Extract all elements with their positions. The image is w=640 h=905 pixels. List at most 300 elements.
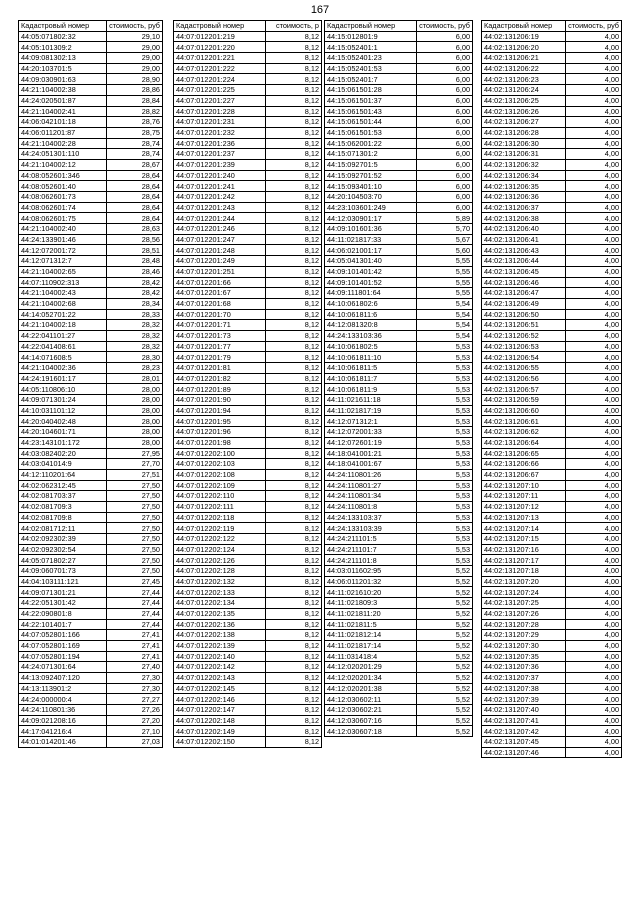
cadastral-number-cell: 44:03:041014:9 [19,459,107,470]
cost-cell: 8,12 [266,501,322,512]
cadastral-number-cell: 44:21:104002:12 [19,159,107,170]
table-header-row [19,21,163,32]
cost-cell: 5,52 [417,672,473,683]
cost-cell: 4,00 [566,480,622,491]
table-row [174,127,322,138]
cadastral-number-cell: 44:07:012201:225 [174,85,266,96]
cost-cell: 4,00 [566,245,622,256]
table-row [325,138,473,149]
table-row [174,213,322,224]
cadastral-number-cell: 44:05:041301:40 [325,256,417,267]
cadastral-number-cell: 44:10:061811:7 [325,373,417,384]
table-row [174,245,322,256]
cadastral-number-cell: 44:02:131206:34 [482,170,566,181]
table-row [482,662,622,673]
cost-cell: 4,00 [566,640,622,651]
table-row [174,566,322,577]
cadastral-number-cell: 44:02:131206:41 [482,234,566,245]
table-header-row [174,21,322,32]
cadastral-number-cell: 44:02:131206:32 [482,159,566,170]
table-row [19,192,163,203]
cadastral-number-cell: 44:07:012202:146 [174,694,266,705]
cost-cell: 28,63 [107,224,163,235]
table-row [482,202,622,213]
table-row [325,298,473,309]
cost-cell: 4,00 [566,363,622,374]
table-row [482,427,622,438]
cost-cell: 4,00 [566,437,622,448]
table-row [325,715,473,726]
cadastral-number-cell: 44:17:041216:4 [19,726,107,737]
cost-cell: 4,00 [566,31,622,42]
header-cost: стоимость, руб [417,21,473,32]
cost-cell: 4,00 [566,726,622,737]
cadastral-number-cell: 44:02:131206:30 [482,138,566,149]
cost-cell: 28,67 [107,159,163,170]
cost-cell: 5,52 [417,587,473,598]
cadastral-number-cell: 44:07:012201:249 [174,256,266,267]
cadastral-number-cell: 44:02:131206:60 [482,405,566,416]
cost-cell: 5,52 [417,566,473,577]
table-row [19,437,163,448]
table-row [19,352,163,363]
cost-cell: 4,00 [566,234,622,245]
table-row [482,53,622,64]
cadastral-number-cell: 44:07:012201:73 [174,330,266,341]
cadastral-number-cell: 44:07:012201:220 [174,42,266,53]
table-row [174,224,322,235]
cadastral-number-cell: 44:07:012201:66 [174,277,266,288]
cost-cell: 5,53 [417,480,473,491]
table-row [325,640,473,651]
table-row [19,405,163,416]
cost-cell: 27,44 [107,608,163,619]
cost-cell: 4,00 [566,427,622,438]
cadastral-number-cell: 44:02:131207:35 [482,651,566,662]
table-row [174,170,322,181]
cost-cell: 28,01 [107,373,163,384]
cadastral-number-cell: 44:10:061802:6 [325,298,417,309]
cadastral-number-cell: 44:02:131207:30 [482,640,566,651]
cadastral-number-cell: 44:15:071301:2 [325,149,417,160]
cost-cell: 28,86 [107,85,163,96]
table-row [174,672,322,683]
cadastral-number-cell: 44:06:042101:18 [19,117,107,128]
cadastral-number-cell: 44:07:012202:147 [174,705,266,716]
cadastral-number-cell: 44:07:012201:70 [174,309,266,320]
cadastral-number-cell: 44:02:131206:50 [482,309,566,320]
cost-cell: 8,12 [266,598,322,609]
cost-cell: 8,12 [266,459,322,470]
table-row [482,672,622,683]
cost-cell: 4,00 [566,651,622,662]
cadastral-number-cell: 44:07:012201:232 [174,127,266,138]
table-row [482,555,622,566]
cost-cell: 5,52 [417,726,473,737]
cost-cell: 5,67 [417,234,473,245]
table-row [325,363,473,374]
cadastral-number-cell: 44:05:110806:10 [19,384,107,395]
cost-cell: 4,00 [566,256,622,267]
cost-cell: 8,12 [266,31,322,42]
table-row [482,192,622,203]
cost-cell: 28,23 [107,363,163,374]
table-row [174,640,322,651]
cost-cell: 6,00 [417,192,473,203]
cost-cell: 8,12 [266,117,322,128]
table-row [19,705,163,716]
cost-cell: 5,53 [417,427,473,438]
cost-cell: 8,12 [266,587,322,598]
table-row [174,544,322,555]
cadastral-number-cell: 44:07:012201:247 [174,234,266,245]
cost-cell: 4,00 [566,405,622,416]
cadastral-number-cell: 44:07:012202:145 [174,683,266,694]
table-row [19,608,163,619]
cadastral-number-cell: 44:07:012202:122 [174,534,266,545]
table-row [325,352,473,363]
table-row [19,149,163,160]
table-row [174,608,322,619]
cadastral-number-cell: 44:15:052401:53 [325,63,417,74]
cost-cell: 5,52 [417,694,473,705]
table-row [174,555,322,566]
table-row [482,651,622,662]
cost-cell: 8,12 [266,202,322,213]
cadastral-number-cell: 44:14:071608:5 [19,352,107,363]
page-number: 167 [310,4,330,16]
table-row [325,683,473,694]
table-row [19,544,163,555]
cadastral-number-cell: 44:02:131206:20 [482,42,566,53]
cadastral-number-cell: 44:22:090801:8 [19,608,107,619]
cost-cell: 4,00 [566,491,622,502]
table-row [19,694,163,705]
cost-cell: 5,89 [417,213,473,224]
table-row [482,544,622,555]
cost-cell: 6,00 [417,53,473,64]
cost-cell: 28,84 [107,95,163,106]
table-row [482,117,622,128]
cadastral-number-cell: 44:07:012202:109 [174,480,266,491]
cadastral-number-cell: 44:21:104002:65 [19,266,107,277]
cadastral-number-cell: 44:02:131206:44 [482,256,566,267]
cost-cell: 8,12 [266,672,322,683]
cadastral-number-cell: 44:07:012202:110 [174,491,266,502]
cost-cell: 4,00 [566,566,622,577]
cost-cell: 4,00 [566,587,622,598]
cadastral-number-cell: 44:20:103701:5 [19,63,107,74]
cadastral-number-cell: 44:07:012202:128 [174,566,266,577]
cost-cell: 27,40 [107,662,163,673]
table-row [482,384,622,395]
cadastral-number-cell: 44:11:021812:14 [325,630,417,641]
cadastral-number-cell: 44:12:081320:8 [325,320,417,331]
cost-cell: 8,12 [266,288,322,299]
cadastral-number-cell: 44:02:131207:16 [482,544,566,555]
table-row [325,491,473,502]
cadastral-number-cell: 44:07:012202:119 [174,523,266,534]
table-row [174,651,322,662]
table-row [325,117,473,128]
cadastral-number-cell: 44:08:062601:74 [19,202,107,213]
table-row [19,277,163,288]
cadastral-number-cell: 44:15:012801:9 [325,31,417,42]
table-row [19,737,163,748]
cadastral-number-cell: 44:05:071802:32 [19,31,107,42]
table-row [19,341,163,352]
cost-cell: 4,00 [566,373,622,384]
table-row [19,587,163,598]
table-row [174,31,322,42]
cost-cell: 8,12 [266,298,322,309]
table-row [19,619,163,630]
table-row [482,288,622,299]
table-row [19,95,163,106]
cadastral-number-cell: 44:23:143101:172 [19,437,107,448]
table-row [174,234,322,245]
header-cadastral-number: Кадастровый номер [482,21,566,32]
cost-cell: 5,53 [417,459,473,470]
table-row [19,566,163,577]
table-row [482,181,622,192]
cost-cell: 5,53 [417,363,473,374]
cadastral-number-cell: 44:15:061501:44 [325,117,417,128]
table-row [325,459,473,470]
cadastral-number-cell: 44:12:071312:1 [325,416,417,427]
cadastral-number-cell: 44:07:012202:100 [174,448,266,459]
table-row [325,288,473,299]
cost-cell: 27,50 [107,480,163,491]
cost-cell: 28,42 [107,288,163,299]
cadastral-number-cell: 44:02:092302:39 [19,534,107,545]
cost-cell: 4,00 [566,459,622,470]
cadastral-number-cell: 44:22:051301:42 [19,598,107,609]
table-row [482,566,622,577]
cadastral-number-cell: 44:02:131207:20 [482,576,566,587]
cadastral-number-cell: 44:07:012202:135 [174,608,266,619]
cadastral-number-cell: 44:21:104002:18 [19,320,107,331]
cost-cell: 28,48 [107,256,163,267]
table-row [174,576,322,587]
cadastral-number-cell: 44:07:012201:89 [174,384,266,395]
cost-cell: 8,12 [266,181,322,192]
table-row [325,95,473,106]
cost-cell: 28,75 [107,127,163,138]
table-row [325,448,473,459]
table-row [19,31,163,42]
table-row [325,587,473,598]
table-row [482,309,622,320]
table-row [174,63,322,74]
table-row [325,630,473,641]
cost-cell: 8,12 [266,576,322,587]
cost-cell: 8,12 [266,277,322,288]
cost-cell: 27,50 [107,544,163,555]
cadastral-number-cell: 44:08:052601:346 [19,170,107,181]
table-row [325,159,473,170]
cadastral-table-3 [324,20,473,737]
cadastral-number-cell: 44:09:071301:21 [19,587,107,598]
cost-cell: 4,00 [566,95,622,106]
cadastral-number-cell: 44:07:012201:231 [174,117,266,128]
cadastral-number-cell: 44:02:131207:13 [482,512,566,523]
cost-cell: 27,50 [107,534,163,545]
table-row [19,395,163,406]
cost-cell: 4,00 [566,266,622,277]
cadastral-number-cell: 44:08:052601:40 [19,181,107,192]
cadastral-number-cell: 44:07:012201:251 [174,266,266,277]
cost-cell: 8,12 [266,534,322,545]
table-row [174,117,322,128]
cadastral-number-cell: 44:07:052801:166 [19,630,107,641]
cost-cell: 8,12 [266,619,322,630]
cadastral-number-cell: 44:09:060701:73 [19,566,107,577]
cost-cell: 8,12 [266,95,322,106]
table-row [482,705,622,716]
cadastral-number-cell: 44:07:012202:118 [174,512,266,523]
cost-cell: 4,00 [566,608,622,619]
cost-cell: 28,46 [107,266,163,277]
table-row [174,737,322,748]
cadastral-number-cell: 44:07:012202:108 [174,469,266,480]
cost-cell: 8,12 [266,512,322,523]
cadastral-number-cell: 44:03:011602:95 [325,566,417,577]
table-row [174,266,322,277]
cadastral-number-cell: 44:02:131206:54 [482,352,566,363]
cadastral-number-cell: 44:20:104503:70 [325,192,417,203]
cadastral-number-cell: 44:09:101601:36 [325,224,417,235]
header-cost: стоимость, руб [107,21,163,32]
cost-cell: 4,00 [566,320,622,331]
cost-cell: 5,60 [417,245,473,256]
cadastral-number-cell: 44:02:131206:46 [482,277,566,288]
cost-cell: 27,20 [107,715,163,726]
table-row [174,95,322,106]
cadastral-number-cell: 44:11:021817:33 [325,234,417,245]
cost-cell: 28,00 [107,405,163,416]
table-row [19,683,163,694]
table-row [325,576,473,587]
cadastral-number-cell: 44:07:052801:169 [19,640,107,651]
table-row [19,63,163,74]
cost-cell: 28,00 [107,427,163,438]
table-row [19,662,163,673]
cost-cell: 4,00 [566,117,622,128]
table-row [174,202,322,213]
header-cadastral-number: Кадастровый номер [174,21,266,32]
cost-cell: 28,42 [107,277,163,288]
table-row [174,694,322,705]
cost-cell: 4,00 [566,534,622,545]
cadastral-number-cell: 44:07:012201:94 [174,405,266,416]
cadastral-number-cell: 44:02:131206:66 [482,459,566,470]
cadastral-number-cell: 44:02:131206:55 [482,363,566,374]
cost-cell: 4,00 [566,341,622,352]
cost-cell: 4,00 [566,53,622,64]
cost-cell: 27,27 [107,694,163,705]
cadastral-number-cell: 44:07:012201:244 [174,213,266,224]
cost-cell: 4,00 [566,85,622,96]
cadastral-number-cell: 44:09:021208:16 [19,715,107,726]
cadastral-number-cell: 44:10:061811:6 [325,309,417,320]
cadastral-number-cell: 44:12:072601:19 [325,437,417,448]
cost-cell: 5,53 [417,501,473,512]
cost-cell: 5,54 [417,320,473,331]
table-row [19,53,163,64]
cadastral-number-cell: 44:10:031101:12 [19,405,107,416]
cost-cell: 27,26 [107,705,163,716]
cost-cell: 28,56 [107,234,163,245]
table-row [325,277,473,288]
cadastral-table-1 [18,20,163,748]
cadastral-number-cell: 44:22:041101:27 [19,330,107,341]
cadastral-number-cell: 44:20:040402:48 [19,416,107,427]
table-row [482,277,622,288]
cadastral-number-cell: 44:07:012202:150 [174,737,266,748]
table-row [325,320,473,331]
cadastral-number-cell: 44:12:020201:29 [325,662,417,673]
table-row [19,384,163,395]
cadastral-number-cell: 44:02:131206:45 [482,266,566,277]
table-row [19,640,163,651]
table-row [325,31,473,42]
cadastral-number-cell: 44:24:110801:34 [325,491,417,502]
cost-cell: 6,00 [417,117,473,128]
table-row [325,651,473,662]
cost-cell: 4,00 [566,224,622,235]
cost-cell: 5,52 [417,576,473,587]
cost-cell: 8,12 [266,85,322,96]
cadastral-number-cell: 44:02:131207:24 [482,587,566,598]
cost-cell: 5,52 [417,662,473,673]
cost-cell: 4,00 [566,715,622,726]
table-row [482,715,622,726]
cost-cell: 5,53 [417,352,473,363]
cadastral-number-cell: 44:18:041001:67 [325,459,417,470]
cost-cell: 28,32 [107,341,163,352]
table-row [325,309,473,320]
cadastral-number-cell: 44:24:051301:110 [19,149,107,160]
table-row [19,523,163,534]
cadastral-number-cell: 44:11:021809:3 [325,598,417,609]
cost-cell: 6,00 [417,202,473,213]
table-row [325,234,473,245]
cadastral-number-cell: 44:02:131206:49 [482,298,566,309]
table-row [19,501,163,512]
cadastral-number-cell: 44:07:012202:124 [174,544,266,555]
header-cadastral-number: Кадастровый номер [19,21,107,32]
table-row [482,640,622,651]
cost-cell: 4,00 [566,181,622,192]
cadastral-number-cell: 44:07:012201:219 [174,31,266,42]
cadastral-number-cell: 44:23:103601:249 [325,202,417,213]
table-row [19,491,163,502]
cadastral-number-cell: 44:07:012201:67 [174,288,266,299]
cadastral-number-cell: 44:02:131206:61 [482,416,566,427]
table-row [482,576,622,587]
cadastral-number-cell: 44:20:104601:71 [19,427,107,438]
cost-cell: 8,12 [266,42,322,53]
cost-cell: 8,12 [266,694,322,705]
cost-cell: 28,30 [107,352,163,363]
table-row [325,85,473,96]
table-row [482,256,622,267]
cadastral-number-cell: 44:11:021811:5 [325,619,417,630]
table-row [325,469,473,480]
cadastral-number-cell: 44:07:012201:68 [174,298,266,309]
cadastral-number-cell: 44:07:012202:136 [174,619,266,630]
